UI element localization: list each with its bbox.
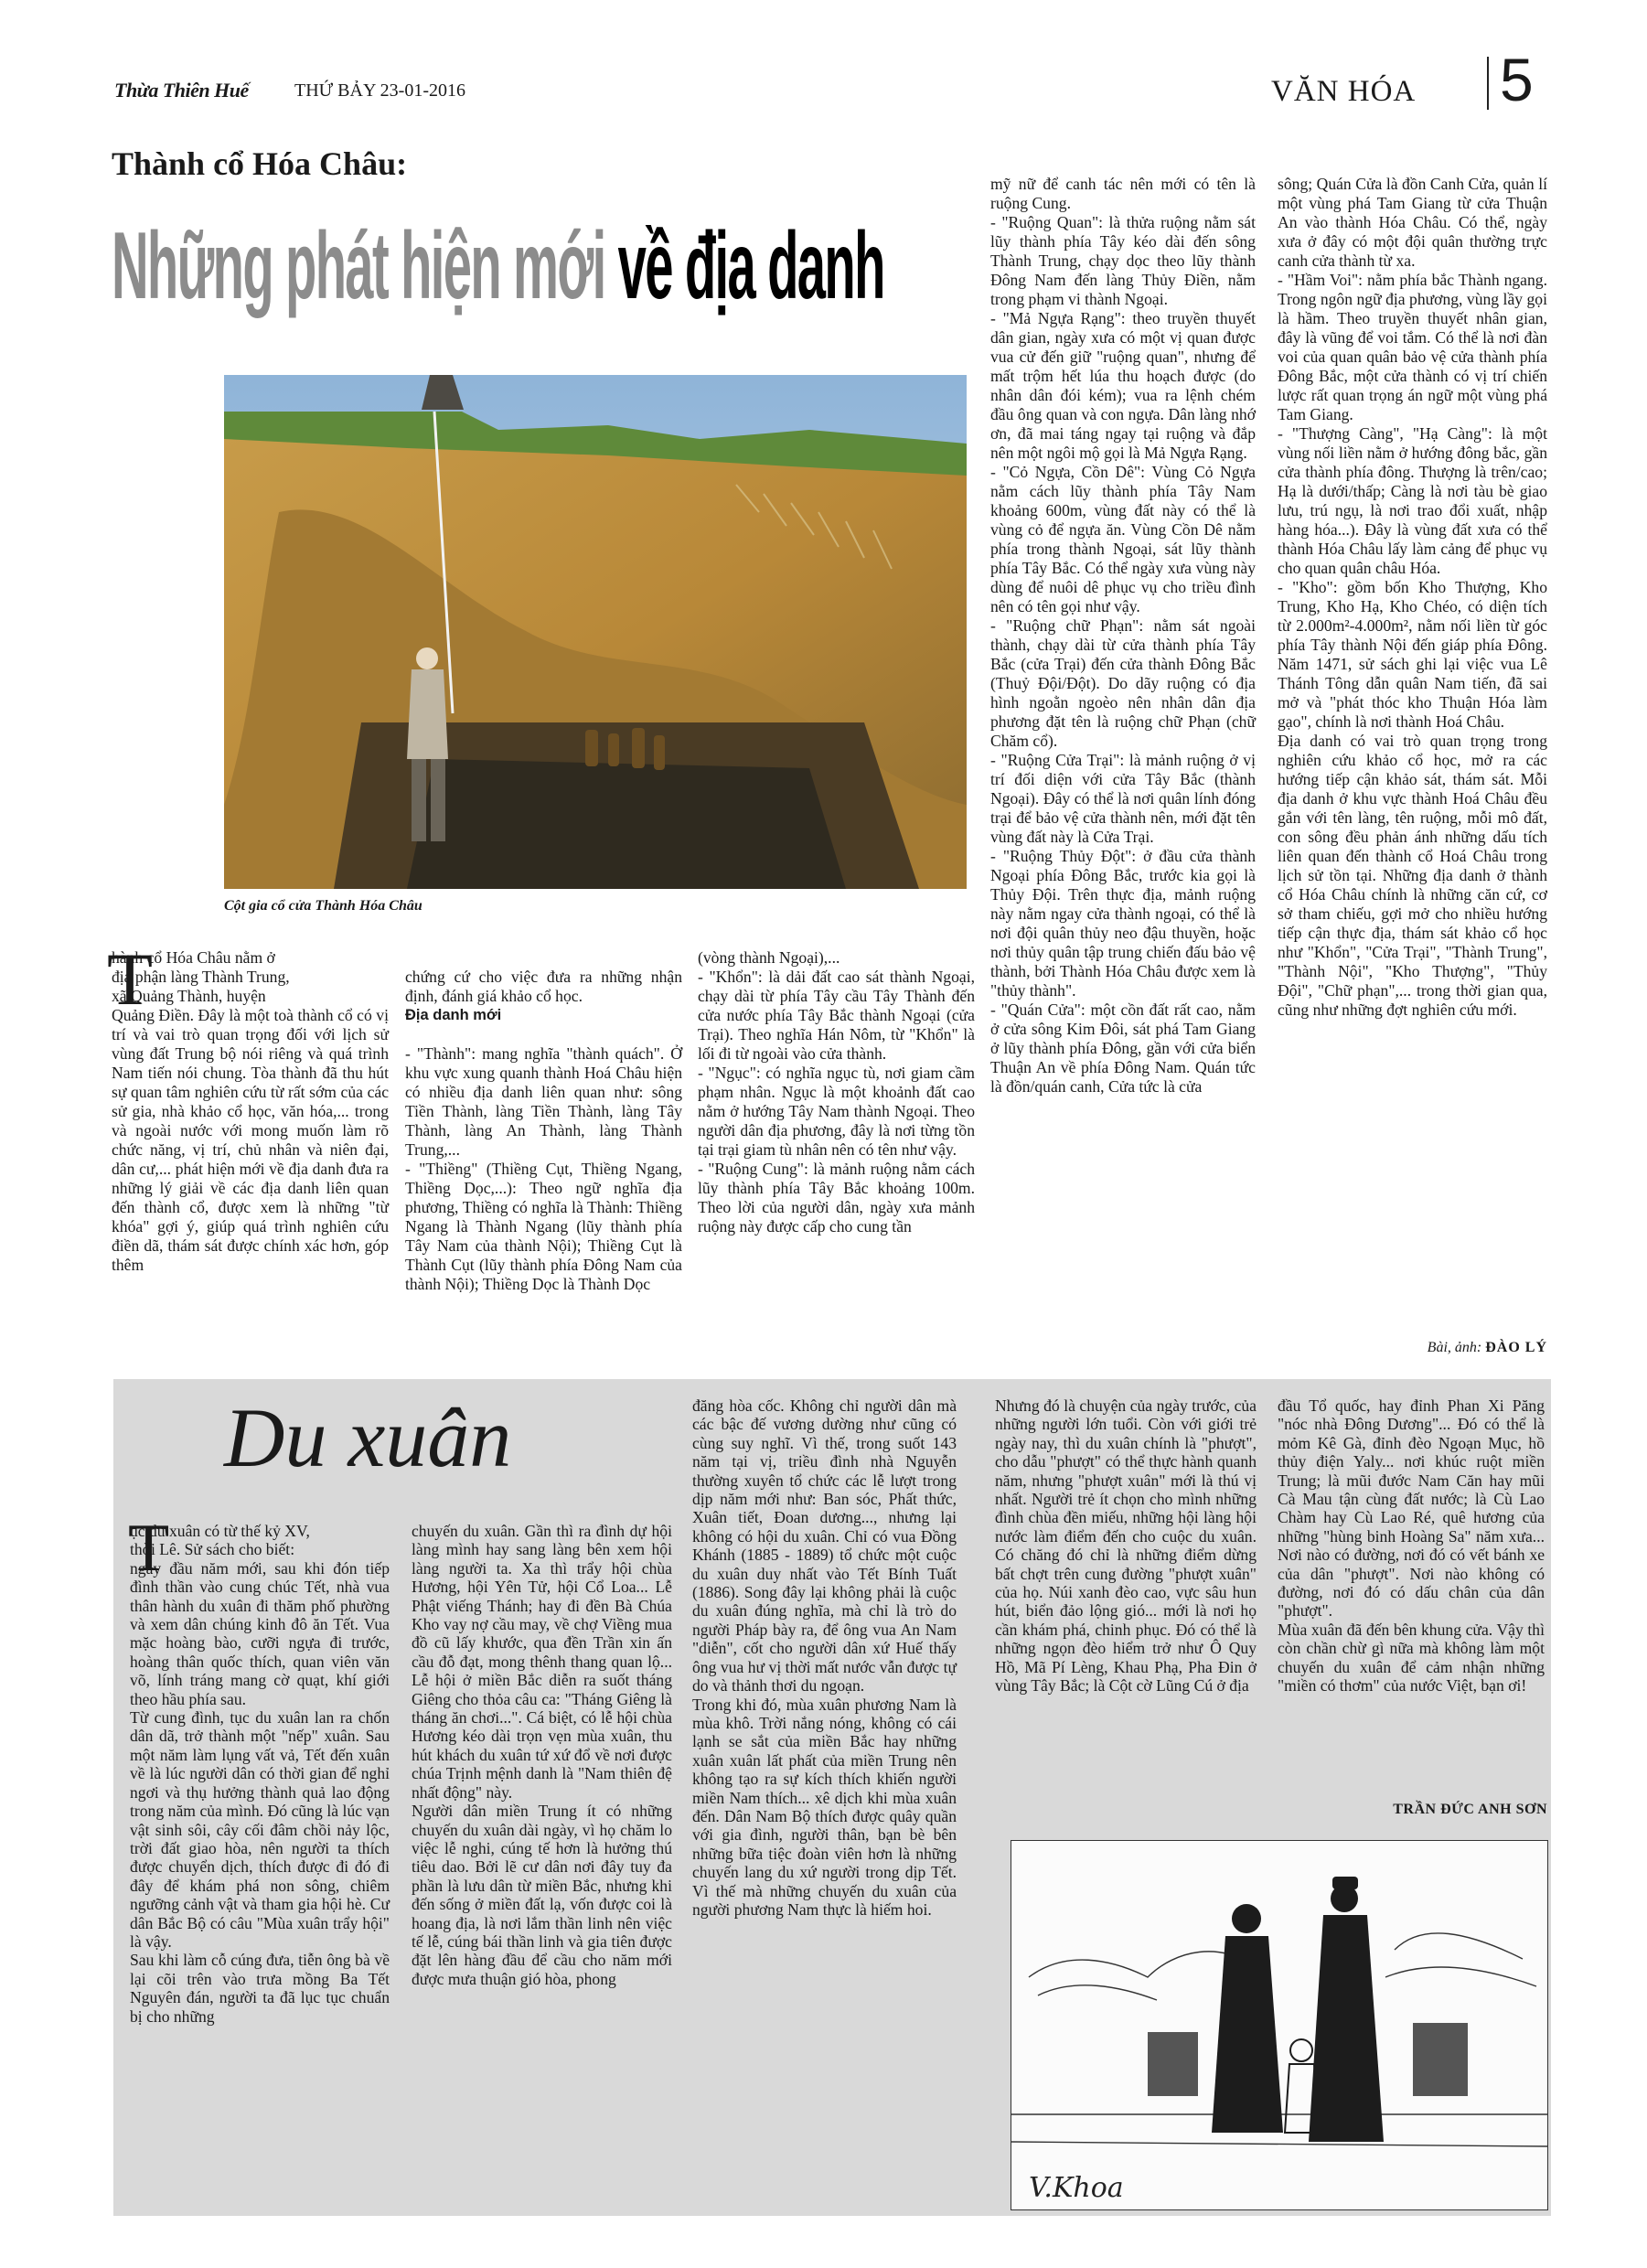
- byline-author: ĐÀO LÝ: [1485, 1340, 1547, 1355]
- dropcap-letter: T: [107, 937, 154, 1021]
- page-number: 5: [1500, 46, 1534, 113]
- masthead-divider: [1487, 57, 1489, 110]
- article1-column-4: mỹ nữ để canh tác nên mới có tên là ruộng Cung. - "Ruộng Quan": là thửa ruộng nằm sát lũy thành phía Tây kéo dài đến sông Thành Trung, chạy dọc theo lũy thành Đông Nam đến làng Thủy Điền, nằm trong phạm vi thành Ngoại. - "Mả Ngựa Rạng": theo truyền thuyết dân gian, ngày xưa có một vị quan được vua cử đến giữ "ruộng quan", nhưng để mất trộm hết lúa thu hoạch được (do nhân dân đói kém); vua ra lệnh chém đầu ông quan và con ngựa. Dân làng nhớ ơn, đã mai táng ngay tại ruộng và đắp nên một ngôi mộ gọi là Mả Ngựa Rạng. - "Cỏ Ngựa, Cồn Dê": Vùng Cỏ Ngựa nằm cách lũy thành phía Tây Nam khoảng 600m, vùng đất này có thể là vùng cỏ để ngựa ăn. Vùng Cồn Dê nằm phía trong thành Ngoại, sát lũy thành phía Tây Bắc. Có thể ngày xưa vùng này dùng để nuôi dê phục vụ cho triều đình nên có tên gọi như vậy. - "Ruộng chữ Phạn": nằm sát ngoài thành, chạy dài từ cửa thành phía Tây Bắc (cửa Trại) đến cửa thành Đông Bắc (Thuỷ Đội/Đột). Do dãy ruộng có địa hình ngoằn ngoèo nên nhân dân địa phương đặt tên là ruộng chữ Phạn (chữ Chăm cổ). - "Ruộng Cửa Trại": là mảnh ruộng ở vị trí đối diện với cửa Tây Bắc (thành Ngoại). Đây có thể là nơi quân lính đóng trại để bảo vệ cửa thành nên, mới đặt tên vùng đất này là Cửa Trại. - "Ruộng Thủy Đột": ở đầu cửa thành Ngoại phía Đông Bắc, trước kia gọi là Thủy Đội. Trên thực địa, mảnh ruộng này nằm ngay cửa thành ngoại, có thể là nơi đội quân thủy neo đậu thuyền, hoặc nơi thủy quân tập trung chiến đấu bảo vệ thành, bởi Thành Hóa Châu được xem là "thủy thành". - "Quán Cửa": một cồn đất rất cao, nằm ở cửa sông Kim Đôi, sát phá Tam Giang ở lũy thành phía Đông, gần với cửa biển Thuận An về phía Đông Nam. Quán tức là đồn/quán canh, Cửa tức là cửa: [990, 175, 1256, 1096]
- feature-column-5: đầu Tổ quốc, hay đỉnh Phan Xi Păng "nóc nhà Đông Dương"... Đó có thể là mỏm Kê Gà, đỉnh đèo Ngoạn Mục, hồ thủy điện Yaly... nơi khúc ruột miền Trung; là mũi đước Nam Căn hay mũi Cà Mau tận cùng đất nước; là Cù Lao Chàm hay Cù Lao Ré, quê hương của những "hùng binh Hoàng Sa" năm xưa... Nơi nào có đường, nơi đó có vết bánh xe của dân "phượt". Nơi nào không có đường, nơi đó có dấu chân của dân "phượt". Mùa xuân đã đến bên khung cửa. Vậy thì còn chần chừ gì nữa mà không làm một chuyến du xuân để cảm nhận những "miền có thơm" của nước Việt, bạn ơi!: [1278, 1396, 1545, 1696]
- article-headline: [112, 198, 884, 344]
- newspaper-brand: Thừa Thiên Huế: [114, 79, 249, 102]
- feature-column-4: Nhưng đó là chuyện của ngày trước, của những người lớn tuổi. Còn với giới trẻ ngày nay, thì du xuân chính là "phượt", cho dẫu "phượt" có thể thực hành quanh năm, nhưng "phượt xuân" mới là thú vị nhất. Người trẻ ít chọn cho mình những đình chùa đền miếu, những hội làng hội nước làm điểm đến cho cuộc du xuân. Có chăng đó chỉ là những điểm dừng bất chợt trên cung đường "phượt xuân" của họ. Núi xanh đèo cao, vực sâu hun hút, biển đảo lộng gió... mới là nơi họ cần khám phá, chinh phục. Đó có thể là những ngọn đèo hiểm trở như Ô Quy Hồ, Mã Pí Lèng, Khau Phạ, Pha Đin ở vùng Tây Bắc; là Cột cờ Lũng Cú ở địa: [995, 1396, 1257, 1696]
- article1-column-5: sông; Quán Cửa là đồn Canh Cửa, quản lí một vùng phá Tam Giang từ cửa Thuận An vào thành Hóa Châu. Có thể, ngày xưa ở đây có một đội quân thường trực canh cửa thành từ xa. - "Hầm Voi": nằm phía bắc Thành ngang. Trong ngôn ngữ địa phương, vùng lầy gọi là hầm. Theo truyền thuyết nhân gian, đây là vũng để voi tắm. Có thể là nơi đàn voi của quan quân bảo vệ cửa thành phía Đông Bắc, một cửa thành có vị trí chiến lược rất quan trọng án ngữ một vùng phá Tam Giang. - "Thượng Càng", "Hạ Càng": là một vùng nối liền nằm ở hướng đông bắc, gần cửa thành phía đông. Thượng là trên/cao; Hạ là dưới/thấp; Càng là nơi tàu bè giao lưu, trú ngụ, là nơi trao đổi xuất, nhập hàng hóa...). Đây là vùng đất xưa có thể thành Hóa Châu lấy làm cảng để phục vụ cho quan quân châu Hóa. - "Kho": gồm bốn Kho Thượng, Kho Trung, Kho Hạ, Kho Chéo, có diện tích từ 2.000m²-4.000m², nằm nối liền từ góc phía Tây thành Nội đến giáp phía Đông. Năm 1471, sử sách ghi lại việc vua Lê Thánh Tông dẫn quân Nam tiến, đã sai mở và "phát thóc kho Thuận Hóa làm gạo", chính là nơi thành Hoá Châu. Địa danh có vai trò quan trọng trong nghiên cứu khảo cổ học, mở ra các hướng tiếp cận khảo sát, thám sát. Mỗi địa danh ở khu vực thành Hoá Châu đều gắn với tên làng, tên ruộng, mỗi mô đất, con sông đều phản ánh những dấu tích liên quan đến thành cổ Hoá Châu trong lịch sử tồn tại. Những địa danh ở thành cổ Hóa Châu chính là những căn cứ, cơ sở tham chiếu, gợi mở cho nhiều hướng tiếp cận thực địa, thám sát khảo cổ học như "Khổn", "Cửa Trại", "Thành Trung", "Thành Nội", "Kho Thượng", "Thủy Đội", "Chữ phạn",... trong thời gian qua, cũng như những đợt nghiên cứu mới.: [1278, 175, 1547, 1019]
- headline-gray-part: Những phát hiện mới: [112, 213, 605, 319]
- photo-caption: Cột gia cổ cửa Thành Hóa Châu: [224, 898, 422, 914]
- feature-column-2: chuyến du xuân. Gần thì ra đình dự hội làng mình hay sang làng bên xem hội làng người ta. Xa thì trẩy hội chùa Hương, hội Yên Tử, hội Cổ Loa... Lễ Phật viếng Thánh; hay đi đền Bà Chúa Kho vay nợ cầu may, về chợ Viềng mua đồ cũ lấy khước, qua đền Trần xin ấn cầu đỗ đạt, mong thênh thang quan lộ... Lễ hội ở miền Bắc diễn ra suốt tháng Giêng cho thỏa câu ca: "Tháng Giêng là tháng ăn chơi...". Cá biệt, có lễ hội chùa Hương kéo dài trọn vẹn mùa xuân, thu hút khách du xuân tứ xứ đổ về nơi được chúa Trịnh mệnh danh là "Nam thiên đệ nhất động" này. Người dân miền Trung ít có những chuyến du xuân dài ngày, vì họ chăm lo việc lễ nghi, cúng tế hơn là hưởng thú tiêu dao. Bởi lẽ cư dân nơi đây tuy đa phần là lưu dân từ miền Bắc, nhưng khi đến sống ở miền đất lạ, vốn được coi là hoang địa, là nơi lắm thần linh nên việc tế lễ, cúng bái thần linh và gia tiên được đặt lên hàng đầu để cầu cho năm mới được mưa thuận gió hòa, phong: [412, 1522, 672, 1988]
- article1-column-3: (vòng thành Ngoại),... - "Khổn": là dải đất cao sát thành Ngoại, chạy dài từ phía Tây cầu Tây Thành đến cửa nước phía Tây Bắc thành Ngoại (cửa Trại). Theo nghĩa Hán Nôm, từ "Khổn" là lối đi từ ngoài vào cửa thành. - "Ngục": có nghĩa ngục tù, nơi giam cầm phạm nhân. Ngục là một khoảnh đất cao nằm ở hướng Tây Nam thành Ngoại. Theo người dân địa phương, đây là nơi từng tồn tại trại giam tù nhân nên có tên như vậy. - "Ruộng Cung": là mảnh ruộng nằm cách lũy thành phía Tây Bắc khoảng 100m. Theo lời của người dân, ngày xưa mảnh ruộng này được cấp cho cung tần: [698, 948, 975, 1236]
- headline-black-part: về địa danh: [604, 213, 884, 319]
- sketch-signature: V.Khoa: [1029, 2172, 1124, 2204]
- article1-column-1: hành cổ Hóa Châu nằm ở địa phận làng Thành Trung, xã Quảng Thành, huyện Quảng Điền. Đây là một toà thành cổ có vị trí và vai trò quan trọng đối với lịch sử vùng đất Trung bộ nói riêng và quá trình Nam tiến nói chung. Tòa thành đã thu hút sự quan tâm nghiên cứu từ rất sớm của các sử gia, nhà khảo cổ học, văn hóa,... trong và ngoài nước với mong muốn làm rõ chức năng, vị trí, chủ nhân và niên đại, dân cư,... phát hiện mới về địa danh đưa ra những lý giải về các địa danh liên quan đến thành cổ, được xem là những "từ khóa" gợi ý, giúp quá trình nghiên cứu điền dã, thám sát được chính xác hơn, góp thêm: [112, 948, 389, 1274]
- sketch-illustration: [1011, 1840, 1548, 2210]
- feature-byline: TRẦN ĐỨC ANH SƠN: [1393, 1802, 1547, 1817]
- article1-byline: [1189, 1340, 1547, 1356]
- byline-label: Bài, ảnh:: [1427, 1340, 1486, 1355]
- feature-title: Du xuân: [224, 1391, 512, 1484]
- feature-dropcap-letter: T: [128, 1511, 170, 1586]
- article1-column-2: [405, 948, 682, 1294]
- article-kicker: Thành cổ Hóa Châu:: [112, 145, 408, 182]
- feature-column-1: ục du xuân có từ thế kỷ XV, thời Lê. Sử sách cho biết: ngày đầu năm mới, sau khi đón tiếp đình thần vào cung chúc Tết, nhà vua thân hành du xuân đi thăm phố phường và xem dân chúng kinh đô ăn Tết. Vua mặc hoàng bào, cưỡi ngựa đi trước, hoàng thân quốc thích, quan viên văn võ, lính tráng mang cờ quạt, khí giới theo hầu phía sau. Từ cung đình, tục du xuân lan ra chốn dân dã, trở thành một "nếp" xuân. Sau một năm làm lụng vất vả, Tết đến xuân về là lúc người dân có thời gian để nghỉ ngơi và thụ hưởng thành quả lao động trong năm của mình. Đó cũng là lúc vạn vật sinh sôi, cây cối đâm chồi nảy lộc, trời đất giao hòa, nên người ta thích được chuyển dịch, thích được đi đó đi đây để khám phá non sông, chiêm ngưỡng cảnh vật và tham gia hội hè. Cư dân Bắc Bộ có câu "Mùa xuân trẩy hội" là vậy. Sau khi làm cỗ cúng đưa, tiễn ông bà về lại cõi trên vào trưa mồng Ba Tết Nguyên đán, người ta đã lục tục chuẩn bị cho những: [130, 1522, 390, 2026]
- excavation-photo: [224, 375, 967, 889]
- feature-column-3: đăng hòa cốc. Không chỉ người dân mà các bậc đế vương dường như cũng có cùng suy nghĩ. Vì thế, trong suốt 143 năm tại vị, triều đình nhà Nguyễn thường xuyên tổ chức các lễ lượt trong dịp năm mới như: Ban sóc, Phất thức, Xuân tiết, Đoan dương..., nhưng lại không có hội du xuân. Chỉ có vua Đồng Khánh (1885 - 1889) tổ chức một cuộc du xuân duy nhất vào Tết Bính Tuất (1886). Song đây lại không phải là cuộc du xuân đúng nghĩa, mà chỉ là trò do người Pháp bày ra, để ông vua An Nam "diễn", cốt cho người dân xứ Huế thấy ông vua hư vị thời mất nước vẫn được tự do và thảnh thơi du ngoạn. Trong khi đó, mùa xuân phương Nam là mùa khô. Trời nắng nóng, không có cái lạnh se sắt của miền Bắc hay những xuân xuân lất phất của miền Trung nên không tạo ra sự kích thích khiến người miền Nam thích... xê dịch khi mùa xuân đến. Dân Nam Bộ thích được quây quần với gia đình, người thân, bạn bè bên những bữa tiệc đoàn viên hơn là những chuyến lang du xứ người trong dịp Tết. Vì thế mà những chuyến du xuân của người phương Nam thực là hiếm hoi.: [692, 1396, 957, 1919]
- article1-column-2-intro: chứng cứ cho việc đưa ra những nhận định, đánh giá khảo cổ học.: [405, 968, 682, 1005]
- section-subhead: Địa danh mới: [405, 1007, 502, 1023]
- article1-column-2-body: - "Thành": mang nghĩa "thành quách". Ở khu vực xung quanh thành Hoá Châu hiện có nhiều địa danh liên quan như: sông Tiền Thành, làng Tiền Thành, làng Tây Thành, làng An Thành, làng Thành Trung,... - "Thiềng" (Thiềng Cụt, Thiềng Ngang, Thiềng Dọc,...): Theo ngữ nghĩa địa phương, Thiềng có nghĩa là Thành: Thiềng Ngang là Thành Ngang (lũy thành phía Tây Nam của thành Nội); Thiềng Cụt là Thành Cụt (lũy thành phía Đông Nam của thành Nội); Thiềng Dọc là Thành Dọc: [405, 1044, 682, 1293]
- issue-date: THỨ BẢY 23-01-2016: [294, 80, 465, 101]
- section-name: VĂN HÓA: [1271, 75, 1417, 108]
